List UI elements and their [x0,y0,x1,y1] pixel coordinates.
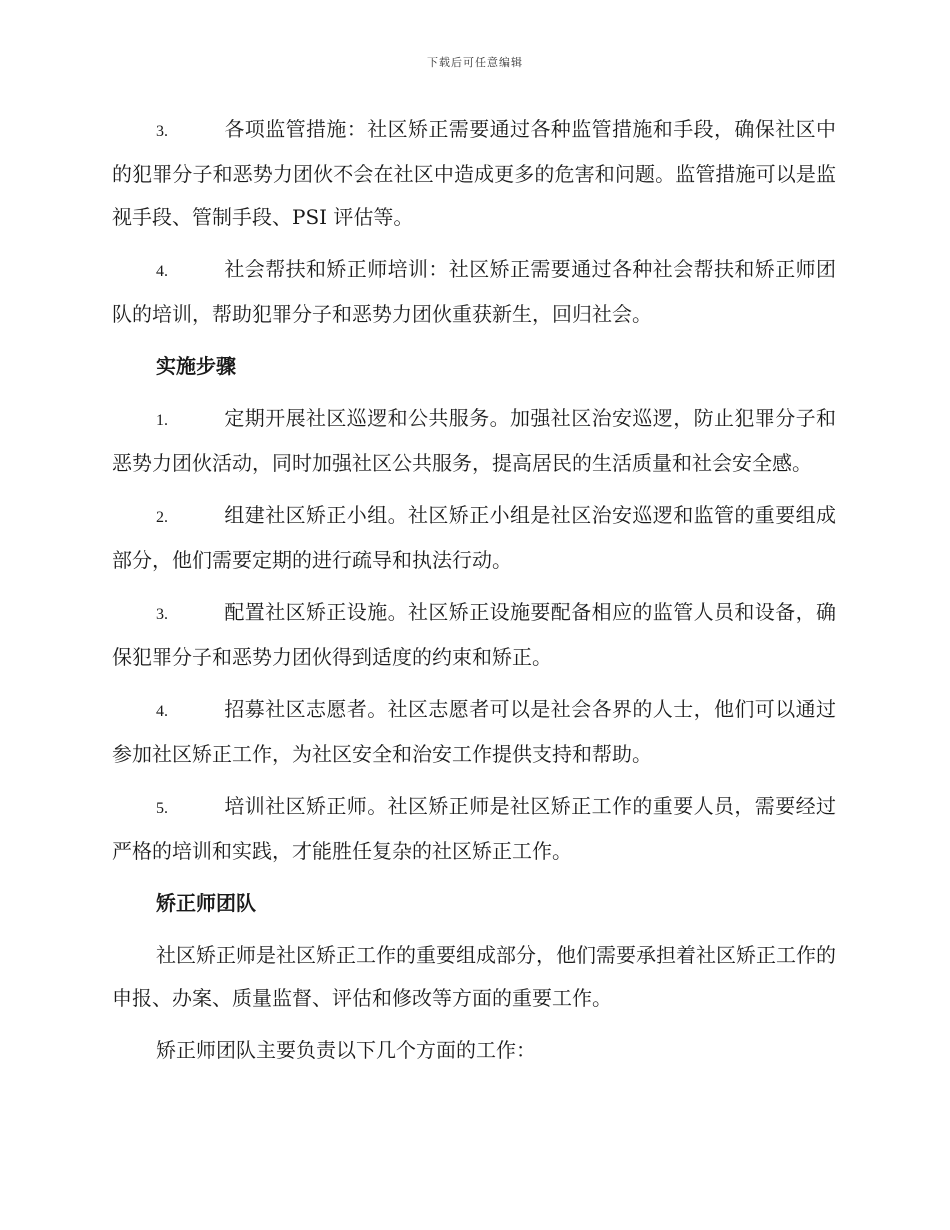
list-number: 4. [156,263,168,280]
list-text: 各项监管措施：社区矫正需要通过各种监管措施和手段，确保社区中的犯罪分子和恶势力团伙不会在社区中造成更多的危害和问题。监管措施可以是监视手段、管制手段、PSI 评估等。 [112,117,836,229]
list-text: 组建社区矫正小组。社区矫正小组是社区治安巡逻和监管的重要组成部分，他们需要定期的进行疏导和执法行动。 [112,503,836,572]
paragraph: 社区矫正师是社区矫正工作的重要组成部分，他们需要承担着社区矫正工作的申报、办案、质量监督、评估和修改等方面的重要工作。 [112,943,836,1010]
list-number: 5. [156,800,168,817]
list-item [112,494,836,582]
list-text: 配置社区矫正设施。社区矫正设施要配备相应的监管人员和设备，确保犯罪分子和恶势力团伙得到适度的约束和矫正。 [112,600,836,669]
document-body [112,108,836,1081]
list-text: 定期开展社区巡逻和公共服务。加强社区治安巡逻，防止犯罪分子和恶势力团伙活动，同时加强社区公共服务，提高居民的生活质量和社会安全感。 [112,406,836,475]
section-heading: 矫正师团队 [156,891,256,915]
list-number: 4. [156,703,168,720]
list-item [112,688,836,776]
list-number: 3. [156,123,168,140]
list-number: 2. [156,509,168,526]
list-text: 社会帮扶和矫正师培训：社区矫正需要通过各种社会帮扶和矫正师团队的培训，帮助犯罪分子和恶势力团伙重获新生，回归社会。 [112,257,836,326]
list-number: 3. [156,606,168,623]
list-text: 招募社区志愿者。社区志愿者可以是社会各界的人士，他们可以通过参加社区矫正工作，为社区安全和治安工作提供支持和帮助。 [112,697,836,766]
list-item [112,591,836,679]
list-item [112,397,836,485]
list-item [112,108,836,239]
page-header: 下载后可任意编辑 [427,56,523,69]
list-item [112,248,836,336]
list-number: 1. [156,412,168,429]
list-text: 培训社区矫正师。社区矫正师是社区矫正工作的重要人员，需要经过严格的培训和实践，才能胜任复杂的社区矫正工作。 [112,794,836,863]
list-item [112,785,836,873]
paragraph: 矫正师团队主要负责以下几个方面的工作： [156,1038,536,1062]
section-heading: 实施步骤 [156,354,236,378]
